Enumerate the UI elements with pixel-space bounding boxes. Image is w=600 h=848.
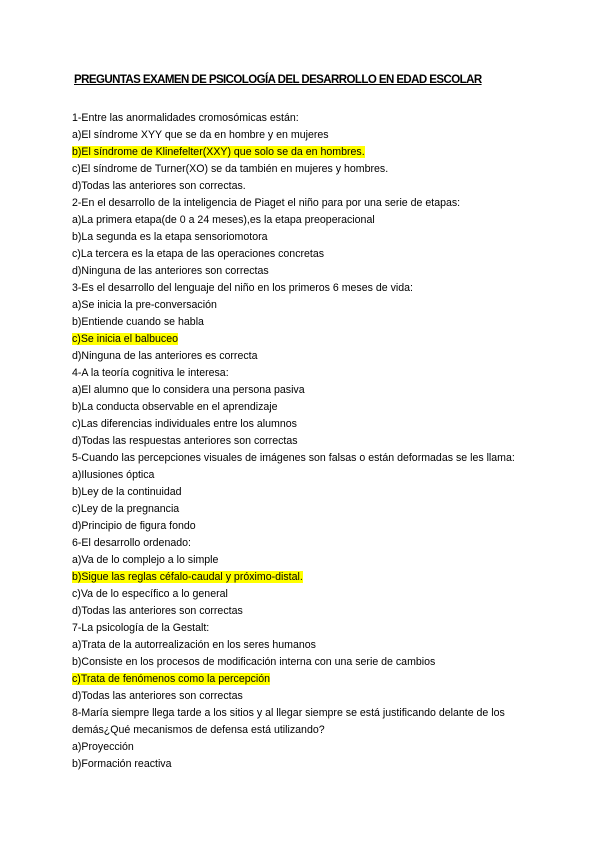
question-list	[72, 110, 542, 773]
line-text: d)Ninguna de las anteriores es correcta	[72, 350, 258, 362]
line-text: 8-María siempre llega tarde a los sitios y al llegar siempre se está justificando delante de los demás¿Qué mecanismos de defensa está utilizando?	[72, 707, 505, 736]
line-text: a)Trata de la autorrealización en los seres humanos	[72, 639, 316, 651]
document-title: PREGUNTAS EXAMEN DE PSICOLOGÍA DEL DESARROLLO EN EDAD ESCOLAR	[74, 72, 482, 86]
answer-option	[72, 161, 542, 178]
highlighted-answer: b)El síndrome de Klinefelter(XXY) que solo se da en hombres.	[72, 146, 365, 158]
question-text	[72, 110, 542, 127]
answer-option	[72, 501, 542, 518]
answer-option	[72, 739, 542, 756]
answer-option	[72, 127, 542, 144]
line-text: 1-Entre las anormalidades cromosómicas están:	[72, 112, 299, 124]
line-text: c)Ley de la pregnancia	[72, 503, 180, 515]
answer-option	[72, 331, 542, 348]
line-text: 5-Cuando las percepciones visuales de imágenes son falsas o están deformadas se les llama:	[72, 452, 515, 464]
line-text: c)La tercera es la etapa de las operaciones concretas	[72, 248, 325, 260]
answer-option	[72, 246, 542, 263]
line-text: d)Ninguna de las anteriores son correctas	[72, 265, 269, 277]
answer-option	[72, 212, 542, 229]
answer-option	[72, 399, 542, 416]
line-text: d)Todas las anteriores son correctas.	[72, 180, 246, 192]
answer-option	[72, 637, 542, 654]
question-text	[72, 535, 542, 552]
answer-option	[72, 144, 542, 161]
line-text: d)Todas las respuestas anteriores son correctas	[72, 435, 298, 447]
answer-option	[72, 586, 542, 603]
line-text: 3-Es el desarrollo del lenguaje del niño en los primeros 6 meses de vida:	[72, 282, 413, 294]
answer-option	[72, 348, 542, 365]
line-text: 4-A la teoría cognitiva le interesa:	[72, 367, 229, 379]
question-text	[72, 195, 542, 212]
answer-option	[72, 416, 542, 433]
question-text	[72, 705, 542, 739]
line-text: b)Formación reactiva	[72, 758, 172, 770]
line-text: a)El alumno que lo considera una persona pasiva	[72, 384, 305, 396]
answer-option	[72, 654, 542, 671]
line-text: b)La segunda es la etapa sensoriomotora	[72, 231, 268, 243]
highlighted-answer: c)Se inicia el balbuceo	[72, 333, 178, 345]
answer-option	[72, 518, 542, 535]
line-text: c)Las diferencias individuales entre los alumnos	[72, 418, 297, 430]
line-text: b)Ley de la continuidad	[72, 486, 182, 498]
answer-option	[72, 229, 542, 246]
line-text: d)Todas las anteriores son correctas	[72, 605, 243, 617]
line-text: b)Consiste en los procesos de modificación interna con una serie de cambios	[72, 656, 436, 668]
question-text	[72, 450, 542, 467]
line-text: d)Todas las anteriores son correctas	[72, 690, 243, 702]
question-text	[72, 620, 542, 637]
answer-option	[72, 484, 542, 501]
question-text	[72, 280, 542, 297]
line-text: a)El síndrome XYY que se da en hombre y en mujeres	[72, 129, 329, 141]
answer-option	[72, 178, 542, 195]
line-text: a)Se inicia la pre-conversación	[72, 299, 217, 311]
answer-option	[72, 603, 542, 620]
line-text: a)La primera etapa(de 0 a 24 meses),es la etapa preoperacional	[72, 214, 375, 226]
answer-option	[72, 297, 542, 314]
answer-option	[72, 314, 542, 331]
line-text: c)Va de lo específico a lo general	[72, 588, 228, 600]
answer-option	[72, 671, 542, 688]
answer-option	[72, 756, 542, 773]
highlighted-answer: b)Sigue las reglas céfalo-caudal y próximo-distal.	[72, 571, 303, 583]
line-text: b)La conducta observable en el aprendizaje	[72, 401, 278, 413]
answer-option	[72, 688, 542, 705]
line-text: a)Va de lo complejo a lo simple	[72, 554, 219, 566]
line-text: a)Proyección	[72, 741, 134, 753]
answer-option	[72, 263, 542, 280]
line-text: a)Ilusiones óptica	[72, 469, 155, 481]
answer-option	[72, 467, 542, 484]
answer-option	[72, 552, 542, 569]
answer-option	[72, 569, 542, 586]
line-text: 2-En el desarrollo de la inteligencia de Piaget el niño para por una serie de etapas:	[72, 197, 461, 209]
line-text: b)Entiende cuando se habla	[72, 316, 204, 328]
answer-option	[72, 433, 542, 450]
line-text: 7-La psicología de la Gestalt:	[72, 622, 210, 634]
line-text: d)Principio de figura fondo	[72, 520, 196, 532]
line-text: c)El síndrome de Turner(XO) se da también en mujeres y hombres.	[72, 163, 389, 175]
highlighted-answer: c)Trata de fenómenos como la percepción	[72, 673, 271, 685]
question-text	[72, 365, 542, 382]
line-text: 6-El desarrollo ordenado:	[72, 537, 191, 549]
answer-option	[72, 382, 542, 399]
